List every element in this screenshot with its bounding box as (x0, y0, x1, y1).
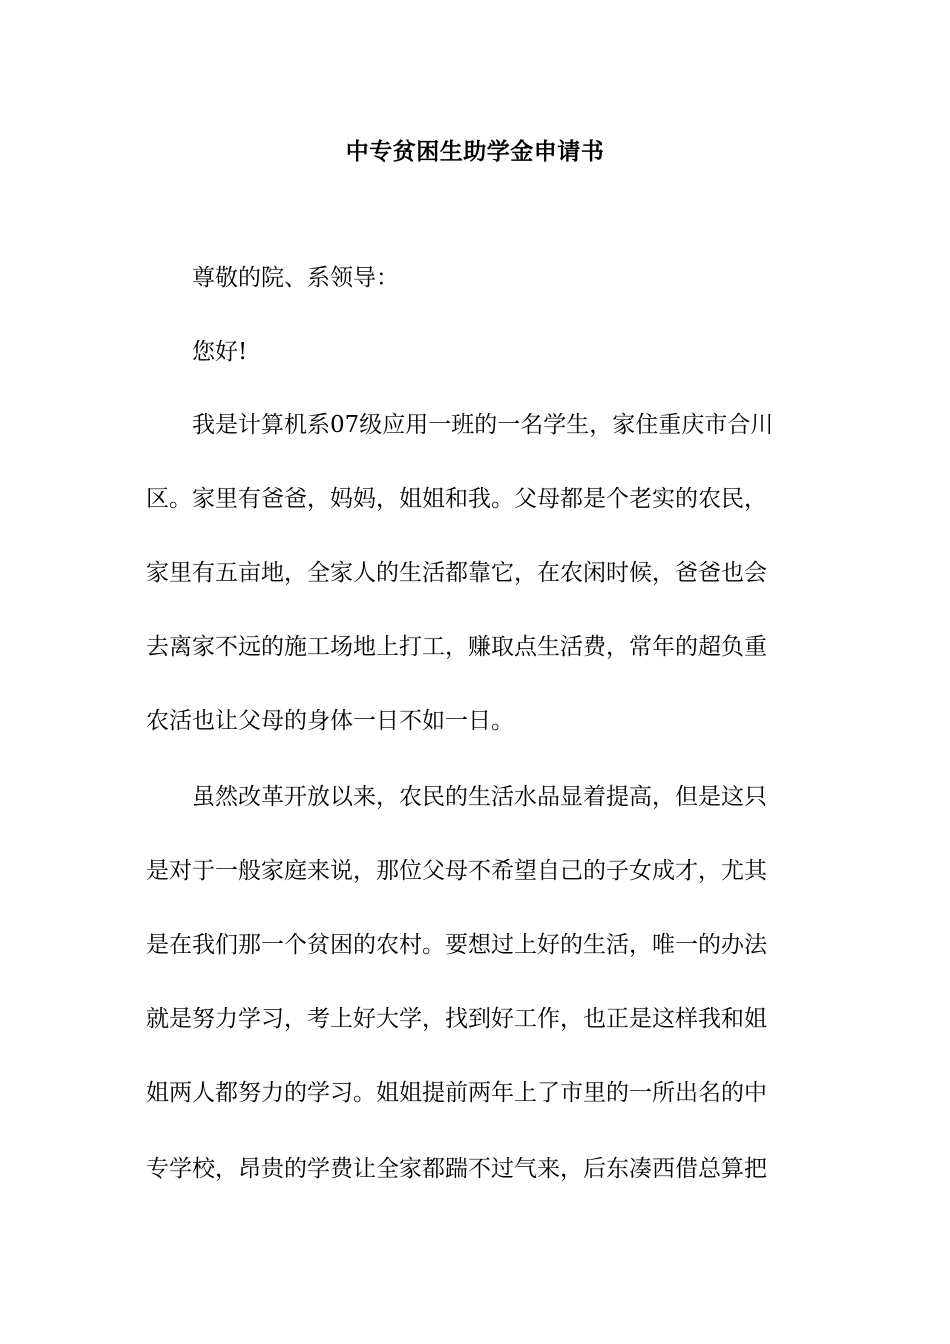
paragraph-line: 家里有五亩地，全家人的生活都靠它，在农闲时候，爸爸也会 (146, 560, 767, 586)
paragraph-line: 是在我们那一个贫困的农村。要想过上好的生活，唯一的办法 (146, 932, 767, 958)
document-title: 中专贫困生助学金申请书 (345, 138, 605, 165)
paragraph-line: 农活也让父母的身体一日不如一日。 (146, 708, 514, 734)
greeting-line: 您好! (192, 339, 248, 365)
paragraph-line: 就是努力学习，考上好大学，找到好工作，也正是这样我和姐 (146, 1006, 767, 1032)
paragraph-line: 专学校，昂贵的学费让全家都踹不过气来，后东凑西借总算把 (146, 1156, 767, 1182)
paragraph-line: 区。家里有爸爸，妈妈，姐姐和我。父母都是个老实的农民， (146, 486, 767, 512)
paragraph-line: 姐两人都努力的学习。姐姐提前两年上了市里的一所出名的中 (146, 1080, 767, 1106)
paragraph-line: 虽然改革开放以来，农民的生活水品显着提高，但是这只 (192, 784, 767, 810)
paragraph-line: 我是计算机系07级应用一班的一名学生，家住重庆市合川 (192, 412, 774, 438)
salutation-line: 尊敬的院、系领导： (192, 265, 399, 291)
paragraph-line: 去离家不远的施工场地上打工，赚取点生活费，常年的超负重 (146, 634, 767, 660)
paragraph-line: 是对于一般家庭来说，那位父母不希望自己的子女成才，尤其 (146, 858, 767, 884)
